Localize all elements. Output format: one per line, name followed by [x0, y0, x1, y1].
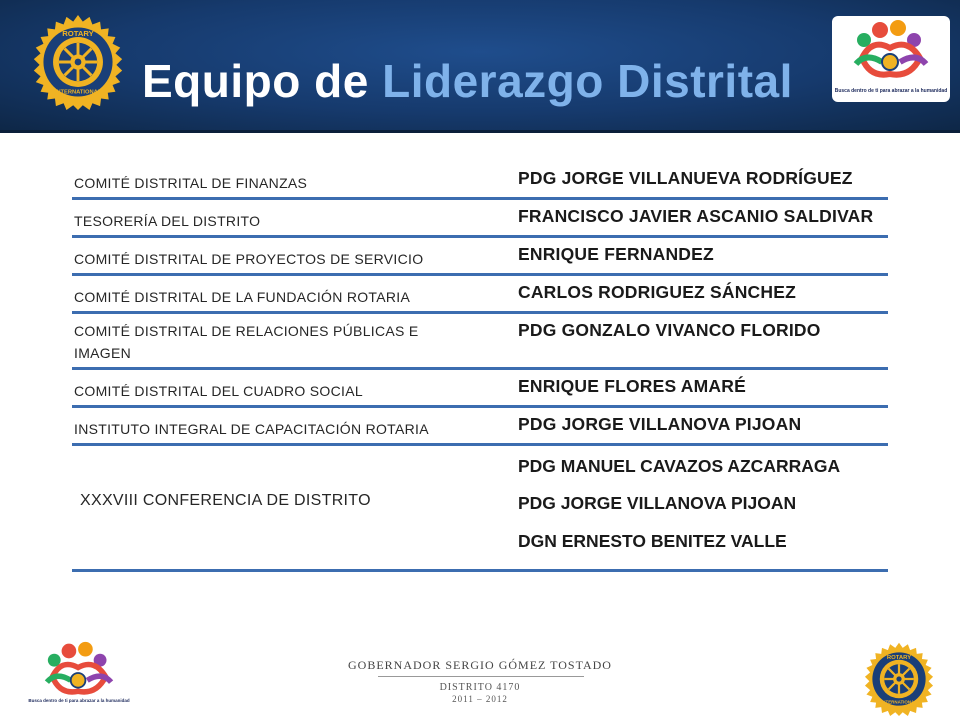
conference-person: PDG JORGE VILLANOVA PIJOAN [518, 493, 797, 513]
committee-person: FRANCISCO JAVIER ASCANIO SALDIVAR [518, 206, 874, 226]
committee-person: ENRIQUE FERNANDEZ [518, 244, 714, 264]
conference-role: XXXVIII CONFERENCIA DE DISTRITO [80, 492, 371, 509]
logo-tagline-top: Busca dentro de ti para abrazar a la humanidad [834, 88, 948, 94]
logo-tagline-bottom: Busca dentro de ti para abrazar a la humanidad [28, 698, 130, 703]
district-number: DISTRITO 4170 [439, 682, 521, 693]
rotary-text-bottom: INTERNATIONAL [54, 89, 102, 96]
committee-row [72, 276, 888, 314]
committee-role: COMITÉ DISTRITAL DE RELACIONES PÚBLICAS E IMAGEN [74, 323, 419, 361]
committee-role: INSTITUTO INTEGRAL DE CAPACITACIÓN ROTARIA [74, 421, 429, 437]
committee-row [72, 162, 888, 200]
committee-role: COMITÉ DISTRITAL DE FINANZAS [74, 175, 308, 191]
committee-row [72, 370, 888, 408]
committee-row [72, 200, 888, 238]
rotary-text-bottom: INTERNATIONAL [881, 699, 917, 705]
conference-person: PDG MANUEL CAVAZOS AZCARRAGA [518, 456, 841, 476]
committee-row [72, 408, 888, 446]
committee-person: CARLOS RODRIGUEZ SÁNCHEZ [518, 282, 796, 302]
committee-row [72, 238, 888, 276]
rotary-text-top: ROTARY [886, 655, 912, 662]
rotary-wheel-logo-bottom [862, 642, 936, 716]
committee-role: COMITÉ DISTRITAL DEL CUADRO SOCIAL [74, 383, 363, 399]
committee-person: PDG JORGE VILLANOVA PIJOAN [518, 414, 802, 434]
committee-person: PDG JORGE VILLANUEVA RODRÍGUEZ [518, 168, 853, 188]
district-logo-top [832, 16, 950, 102]
district-years: 2011 – 2012 [452, 694, 508, 704]
governor-name: GOBERNADOR SERGIO GÓMEZ TOSTADO [348, 658, 612, 672]
committee-person: ENRIQUE FLORES AMARÉ [518, 376, 746, 396]
header-banner [0, 0, 960, 133]
page-title [142, 54, 793, 108]
committee-person: PDG GONZALO VIVANCO FLORIDO [518, 320, 821, 340]
row-divider [72, 569, 888, 572]
title-part-white: Equipo de [142, 55, 369, 107]
footer-divider [378, 676, 584, 677]
committee-role: TESORERÍA DEL DISTRITO [74, 213, 261, 229]
row-divider [72, 443, 888, 446]
district-logo-bottom [30, 640, 128, 706]
committee-row [72, 314, 888, 370]
conference-person: DGN ERNESTO BENITEZ VALLE [518, 531, 787, 551]
committee-role: COMITÉ DISTRITAL DE PROYECTOS DE SERVICIO [74, 251, 424, 267]
rotary-text-top: ROTARY [62, 29, 94, 39]
rotary-wheel-logo-top [30, 14, 126, 110]
title-part-blue: Liderazgo Distrital [382, 55, 793, 107]
committee-role: COMITÉ DISTRITAL DE LA FUNDACIÓN ROTARIA [74, 289, 411, 305]
people-embrace-icon [842, 18, 940, 90]
